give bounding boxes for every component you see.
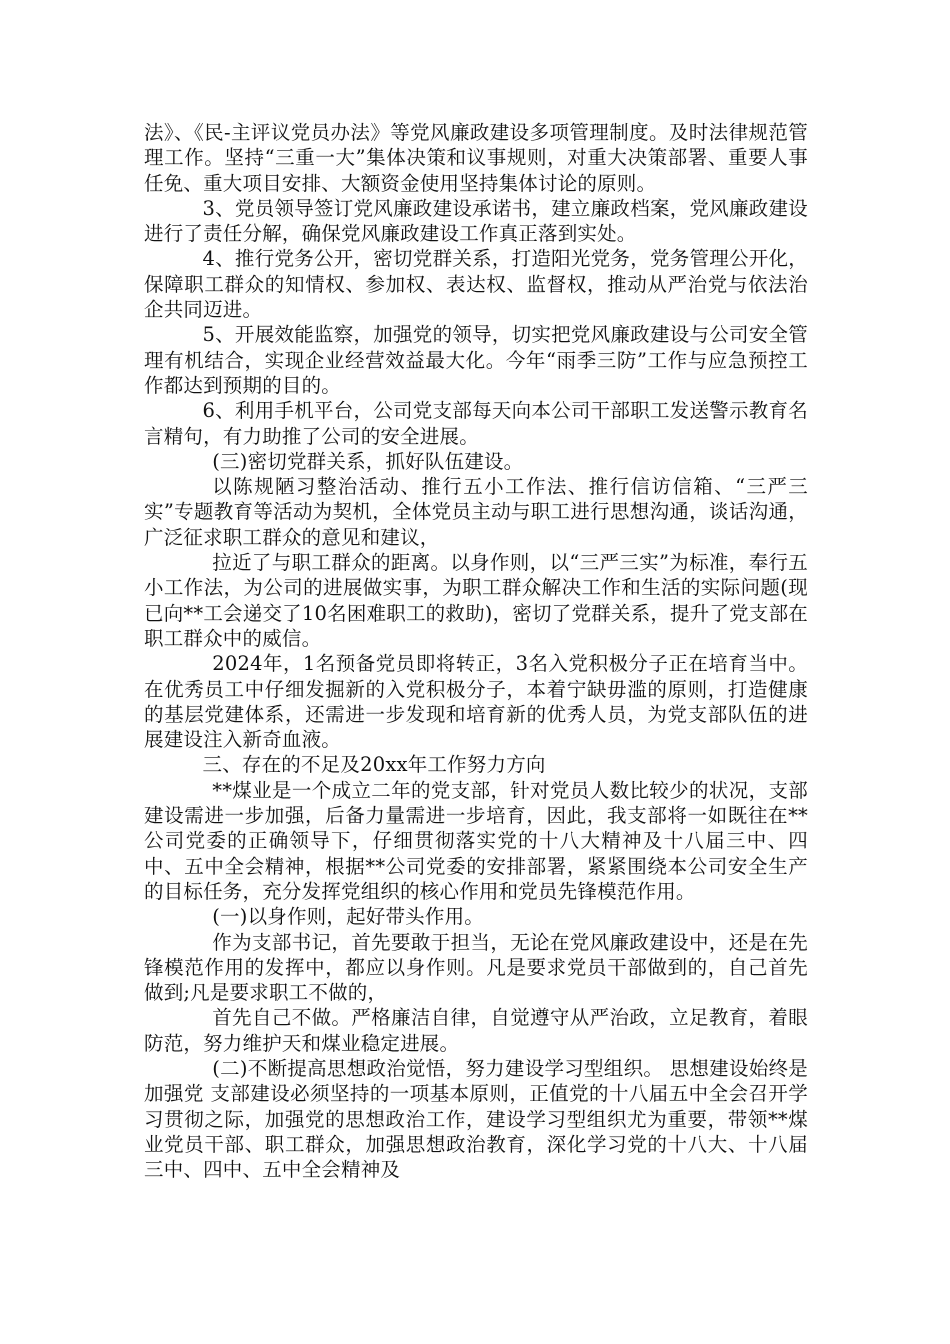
section-heading: (一)以身作则，起好带头作用。 [212,905,484,929]
paragraph: **煤业是一个成立二年的党支部，针对党员人数比较少的状况，支部建设需进一步加强，后备力量需进一步培育，因此，我支部将一如既往在**公司党委的正确领导下，仔细贯彻落实党的十八大精神及十八届三中、四中、五中全会精神，根据**公司党委的安排部署，紧紧围绕本公司安全生产的目标任务，充分发挥党组织的核心作用和党员先锋模范作用。 [144,778,808,903]
paragraph: (二)不断提高思想政治觉悟，努力建设学习型组织。 思想建设始终是加强党 支部建设必须坚持的一项基本原则，正值党的十八届五中全会召开学习贯彻之际，加强党的思想政治工作，建设学习型组织尤为重要，带领**煤业党员干部、职工群众，加强思想政治教育，深化学习党的十八大、十八届三中、四中、五中全会精神及 [144,1056,808,1182]
paragraph: 3、党员领导签订党风廉政建设承诺书，建立廉政档案，党风廉政建设进行了责任分解，确保党风廉政建设工作真正落到实处。 [144,196,808,246]
paragraph: 4、推行党务公开，密切党群关系，打造阳光党务，党务管理公开化，保障职工群众的知情权、参加权、表达权、监督权，推动从严治党与依法治企共同迈进。 [144,247,808,322]
paragraph: 拉近了与职工群众的距离。以身作则，以“三严三实”为标准，奉行五小工作法，为公司的进展做实事，为职工群众解决工作和生活的实际问题(现已向**工会递交了10名困难职工的救助)，密切了党群关系，提升了党支部在职工群众中的威信。 [144,551,808,650]
paragraph: 首先自己不做。严格廉洁自律，自觉遵守从严治政，立足教育，着眼防范，努力维护天和煤业稳定进展。 [144,1006,808,1055]
paragraph: 2024年，1名预备党员即将转正，3名入党积极分子正在培育当中。在优秀员工中仔细发掘新的入党积极分子，本着宁缺毋滥的原则，打造健康的基层党建体系，还需进一步发现和培育新的优秀人员，为党支部队伍的进展建设注入新奇血液。 [144,652,808,752]
paragraph: 作为支部书记，首先要敢于担当，无论在党风廉政建设中，还是在先锋模范作用的发挥中，都应以身作则。凡是要求党员干部做到的，自己首先做到;凡是要求职工不做的， [144,930,808,1005]
section-heading: (三)密切党群关系，抓好队伍建设。 [212,449,524,473]
paragraph: 以陈规陋习整治活动、推行五小工作法、推行信访信箱、“三严三实”专题教育等活动为契机，全体党员主动与职工进行思想沟通，谈话沟通，广泛征求职工群众的意见和建议， [144,475,808,549]
section-heading: 三、存在的不足及20xx年工作努力方向 [202,753,546,777]
paragraph: 5、开展效能监察，加强党的领导，切实把党风廉政建设与公司安全管理有机结合，实现企业经营效益最大化。今年“雨季三防”工作与应急预控工作都达到预期的目的。 [144,323,808,397]
document-page [144,120,808,1182]
paragraph: 法》、《民-主评议党员办法》等党风廉政建设多项管理制度。及时法律规范管理工作。坚持“三重一大”集体决策和议事规则，对重大决策部署、重要人事任免、重大项目安排、大额资金使用坚持集体讨论的原则。 [144,121,808,195]
paragraph: 6、利用手机平台，公司党支部每天向本公司干部职工发送警示教育名言精句，有力助推了公司的安全进展。 [144,399,808,448]
